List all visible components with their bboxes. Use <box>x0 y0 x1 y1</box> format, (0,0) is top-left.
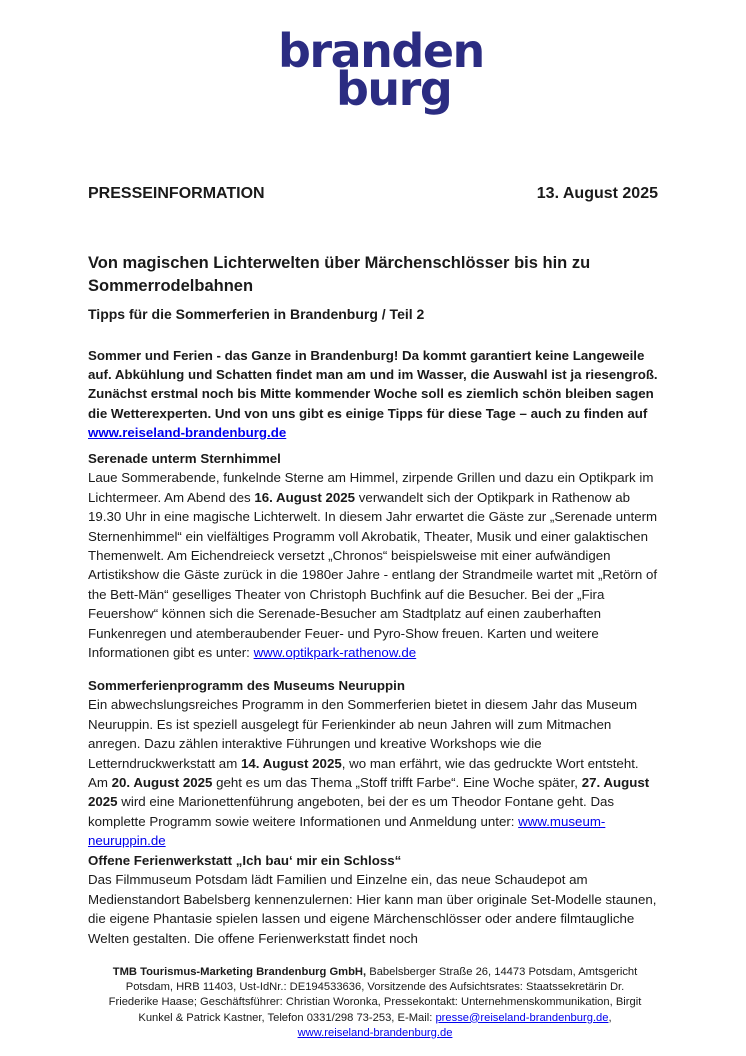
footer-website-link[interactable]: www.reiseland-brandenburg.de <box>297 1026 453 1039</box>
date-highlight: 16. August 2025 <box>254 489 356 505</box>
intro-link[interactable]: www.reiseland-brandenburg.de <box>88 424 287 440</box>
logo-line-2: burg <box>336 62 452 116</box>
section-serenade <box>88 449 658 662</box>
brandenburg-logo <box>278 24 484 118</box>
footer-imprint <box>100 965 650 1041</box>
body-text: Ein abwechslungsreiches Programm in den Sommerferien bietet in diesem Jahr das Museum Neuruppin. Es ist speziell ausgelegt für Ferienkinder ab neun Jahren will zum Mitmachen anregen. Dazu zählen interaktive Führungen und kreative Workshops wie die Letterndruckwerkstatt am <box>88 697 638 771</box>
date-highlight: 27. August 2025 <box>88 775 650 810</box>
body-text: wird eine Marionettenführung angeboten, bei der es um Theodor Fontane geht. Das komplette Programm sowie weitere Informationen und Anmeldung unter: <box>88 794 615 829</box>
headline: Von magischen Lichterwelten über Märchenschlösser bis hin zu Sommerrodelbahnen <box>88 254 591 295</box>
press-label: PRESSEINFORMATION <box>88 185 265 202</box>
optikpark-link[interactable]: www.optikpark-rathenow.de <box>253 645 417 661</box>
date-highlight: 14. August 2025 <box>240 755 342 771</box>
intro-paragraph <box>88 346 658 442</box>
section-title: Sommerferienprogramm des Museums Neuruppin <box>88 678 405 693</box>
section-museum-neuruppin <box>88 676 658 851</box>
section-ferienwerkstatt <box>88 851 658 948</box>
press-date: 13. August 2025 <box>536 185 658 202</box>
footer-email-link[interactable]: presse@reiseland-brandenburg.de <box>435 1011 609 1024</box>
museum-link[interactable]: www.museum-neuruppin.de <box>88 813 606 849</box>
press-header <box>88 185 658 203</box>
section-title: Serenade unterm Sternhimmel <box>88 451 281 466</box>
subheadline: Tipps für die Sommerferien in Brandenburg / Teil 2 <box>88 306 425 322</box>
body-text: verwandelt sich der Optikpark in Rathenow ab 19.30 Uhr in eine magische Lichterwelt. In diesem Jahr erwartet die Gäste zur „Serenade unterm Sternenhimmel“ ein vielfältiges Programm voll Akrobatik, Theater, Musik und einer galaktischen Themenwelt. Am Eichendreieck versetzt „Chronos“ beispielsweise mit einer aufwändigen Artistikshow die Gäste zurück in die 1980er Jahre - entlang der Strandmeile wartet mit „Retörn of the Bett-Män“ geselliges Theater von Christoph Buchfink auf die Besucher. Bei der „Fira Feuershow“ können sich die Serenade-Besucher am Stadtplatz auf einen zauberhaften Funkenregen und atemberaubender Feuer- und Pyro-Show freuen. Karten und weitere Informationen gibt es unter: <box>88 489 658 661</box>
intro-text: Sommer und Ferien - das Ganze in Brandenburg! Da kommt garantiert keine Langeweile auf. Abkühlung und Schatten findet man am und im Wasser, die Auswahl ist ja riesengroß. Zunächst erstmal noch bis Mitte kommender Woche soll es ziemlich schön bleiben sagen die Wetterexperten. Und von uns gibt es einige Tipps für diese Tage – auch zu finden auf <box>88 348 658 421</box>
section-body <box>88 695 658 850</box>
body-text: , wo man erfährt, wie das gedruckte Wort entsteht. Am <box>88 755 639 791</box>
footer-separator: , <box>608 1011 612 1024</box>
footer-text: Babelsberger Straße 26, 14473 Potsdam, Amtsgericht Potsdam, HRB 11403, Ust-IdNr.: DE194533636, Vorsitzende des Aufsichtsrates: Staatssekretärin Dr. Friederike Haase; Geschäftsführer: Christian Woronka, Pressekontakt: Unternehmenskommunikation, Birgit Kunkel & Patrick Kastner, Telefon 0331/298 73-253, E-Mail: <box>108 966 642 1024</box>
section-body <box>88 468 658 662</box>
section-body: Das Filmmuseum Potsdam lädt Familien und Einzelne ein, das neue Schaudepot am Medienstandort Babelsberg kennenzulernen: Hier kann man über originale Set-Modelle staunen, die eigene Phantasie spielen lassen und eigene Märchenschlösser oder andere filmtaugliche Welten gestalten. Die offene Ferienwerkstatt findet noch <box>88 872 657 946</box>
body-text: geht es um das Thema „Stoff trifft Farbe“. Eine Woche später, <box>212 775 582 791</box>
date-highlight: 20. August 2025 <box>111 775 213 791</box>
body-text: Laue Sommerabende, funkelnde Sterne am Himmel, zirpende Grillen und dazu ein Optikpark im Lichtermeer. Am Abend des <box>88 470 654 505</box>
footer-company: TMB Tourismus-Marketing Brandenburg GmbH, <box>112 966 367 978</box>
section-title: Offene Ferienwerkstatt „Ich bau‘ mir ein Schloss“ <box>88 853 402 868</box>
logo-line-1: branden <box>278 24 484 78</box>
